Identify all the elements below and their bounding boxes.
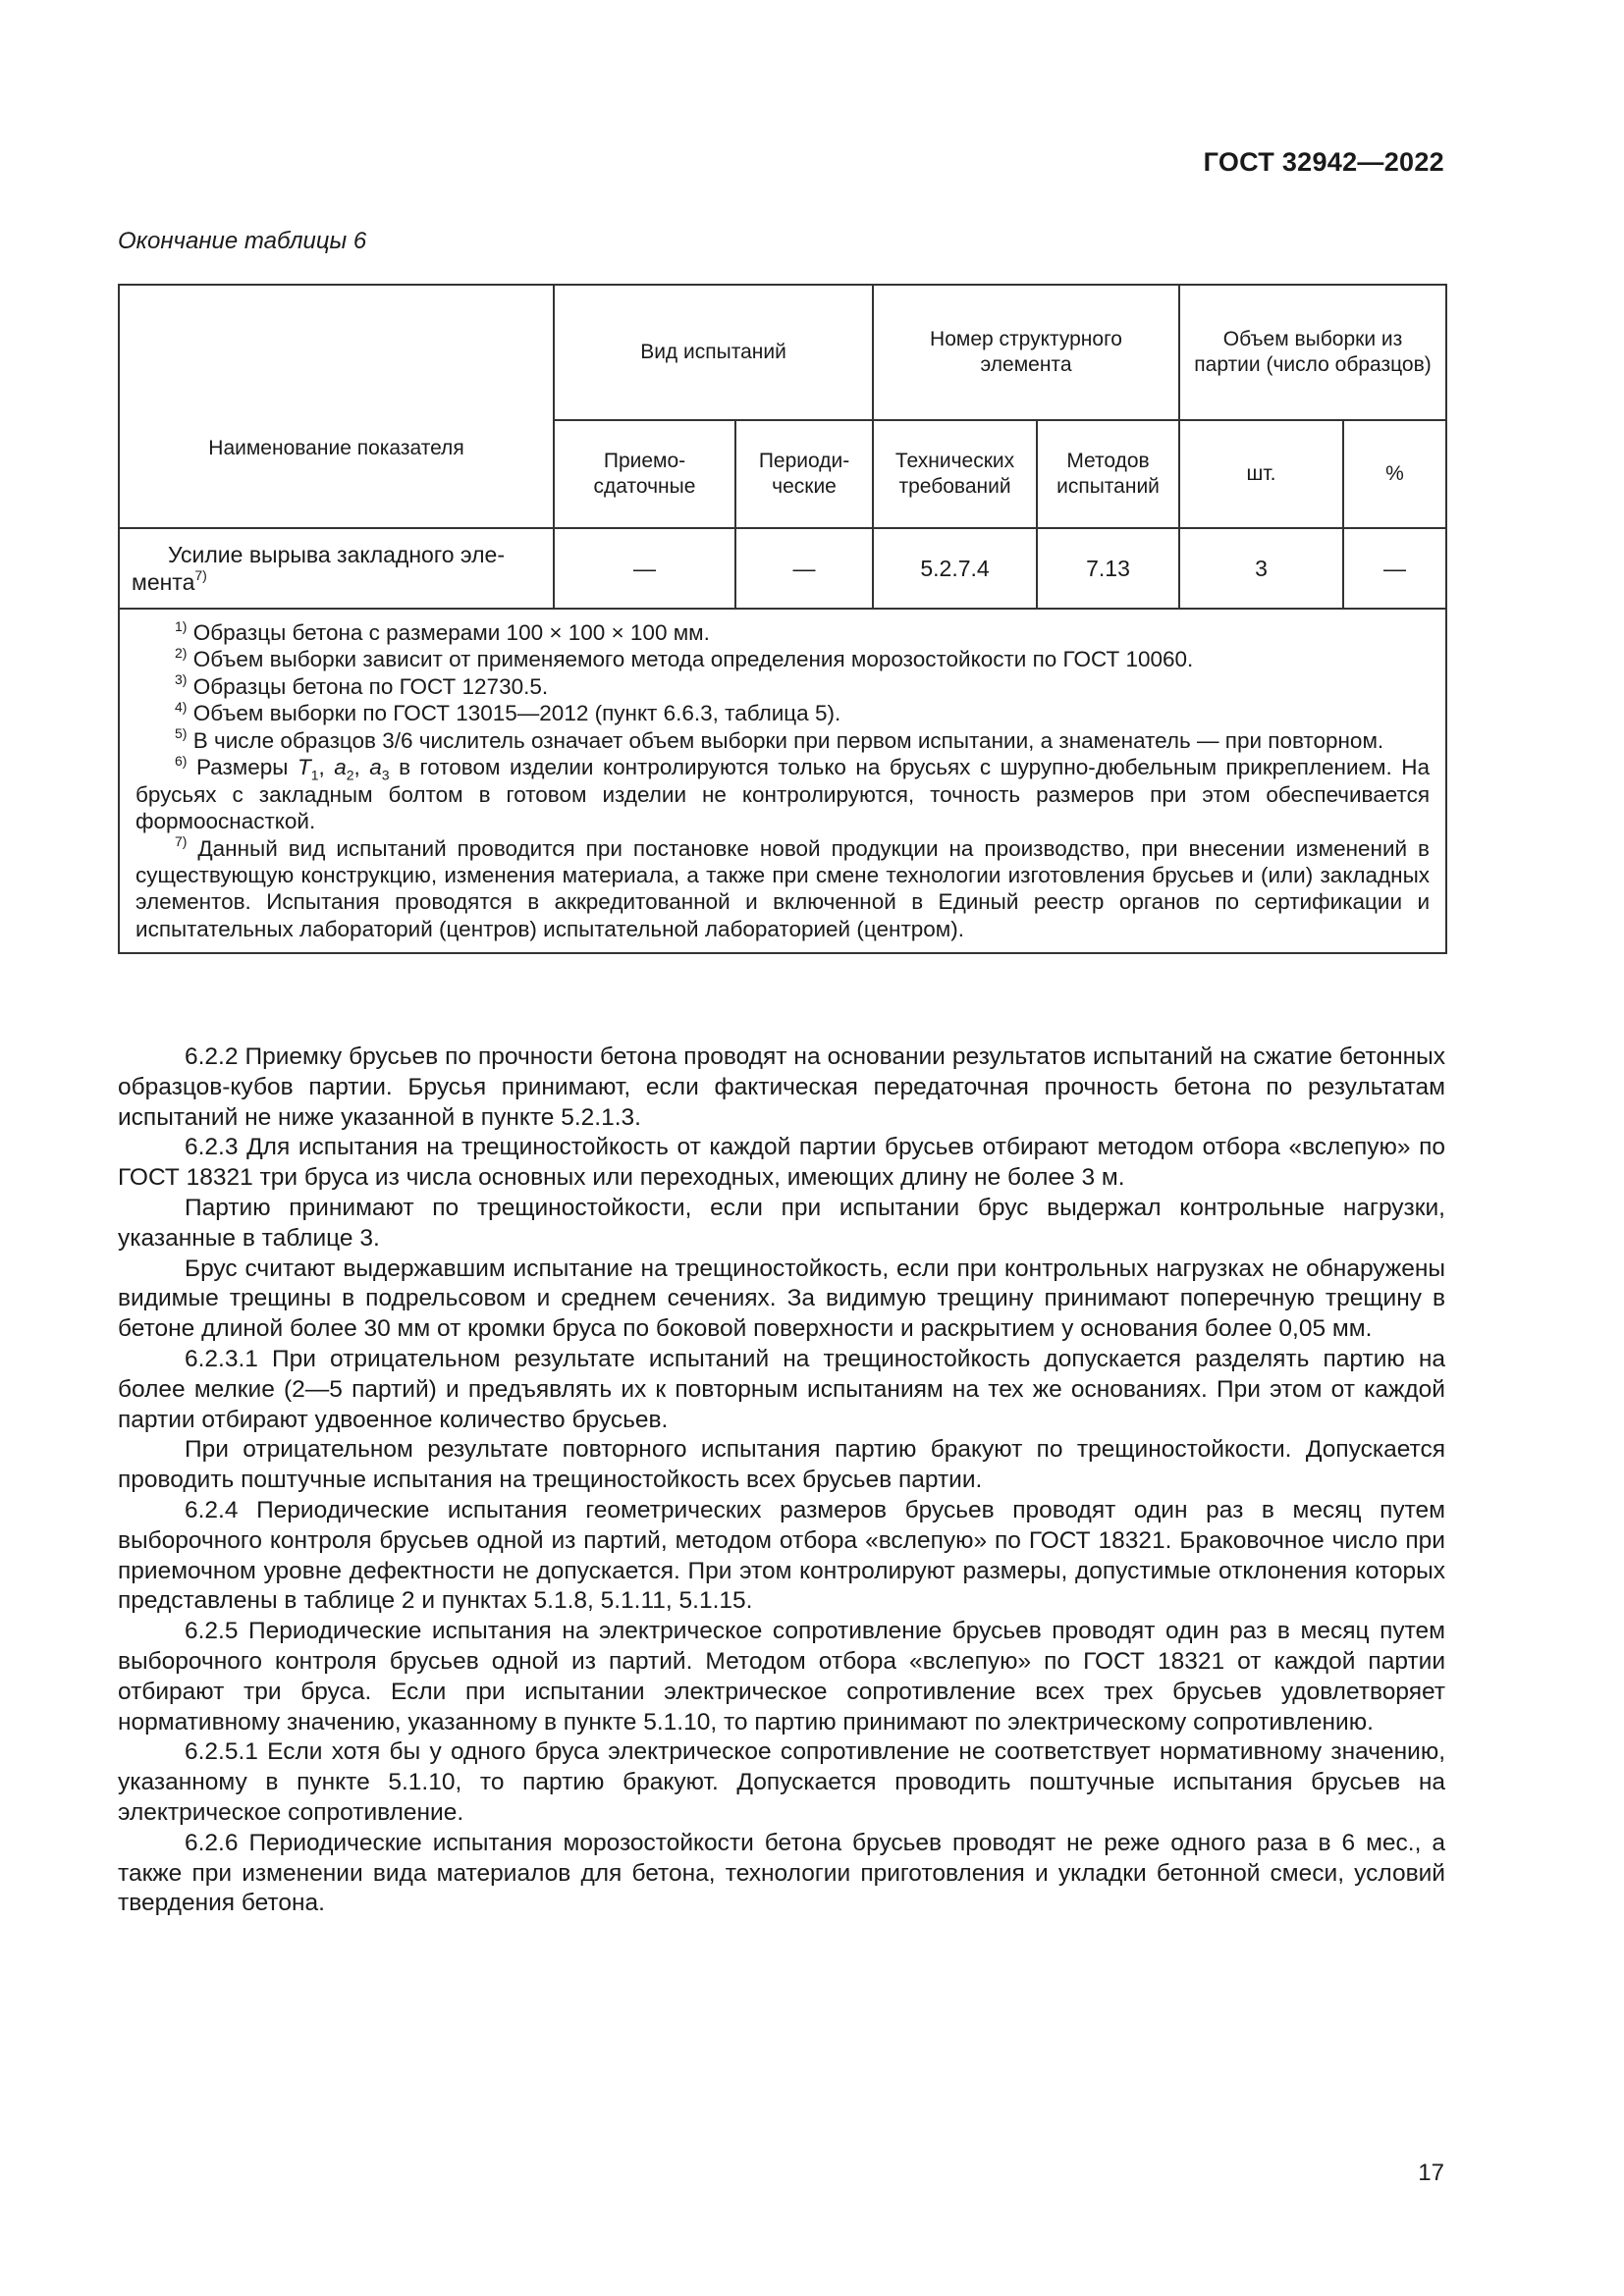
- subheader-periodic: Периоди-ческие: [735, 420, 873, 528]
- row-pieces: 3: [1179, 528, 1343, 609]
- paragraph: Брус считают выдержавшим испытание на трещиностойкость, если при контрольных нагрузках не обнаружены видимые трещины в подрельсовом и среднем сечениях. За видимую трещину принимают поперечную трещину в бетоне длиной более 30 мм от кромки бруса по боковой поверхности и раскрытием у основания более 0,05 мм.: [118, 1255, 1445, 1343]
- row-indicator-name: Усилие вырыва закладного эле-мента$^{7)}$: [119, 528, 554, 609]
- table-row: [119, 528, 1446, 609]
- row-acceptance: —: [554, 528, 735, 609]
- footnote: $^{1)}$ Образцы бетона с размерами 100 × 100 × 100 мм.: [175, 617, 710, 645]
- subheader-percent: %: [1343, 420, 1446, 528]
- table-footnotes: [119, 609, 1446, 953]
- body-text: [118, 1042, 1445, 1919]
- header-indicator-name: Наименование показателя: [119, 285, 554, 528]
- header-structural-element: Номер структурного элемента: [873, 285, 1179, 420]
- footnote: $^{6)}$ Размеры $T_1$, $a_2$, $a_3$ в готовом изделии контролируются только на брусьях с шурупно-дюбельным прикреплением. На брусьях с закладным болтом в готовом изделии не контролируются, точность размеров при этом обеспечивается формооснасткой.: [135, 752, 1431, 834]
- paragraph: 6.2.3 Для испытания на трещиностойкость от каждой партии брусьев отбирают методом отбора «вслепую» по ГОСТ 18321 три бруса из числа основных или переходных, имеющих длину не более 3 м.: [118, 1134, 1445, 1192]
- footnote: $^{2)}$ Объем выборки зависит от применяемого метода определения морозостойкости по ГОСТ 10060.: [175, 644, 1194, 672]
- subheader-test-methods: Методов испытаний: [1037, 420, 1179, 528]
- row-test-methods: 7.13: [1037, 528, 1179, 609]
- header-sample-volume: Объем выборки из партии (число образцов): [1179, 285, 1446, 420]
- header-test-type: Вид испытаний: [554, 285, 873, 420]
- table-6: [118, 284, 1447, 954]
- subheader-tech-requirements: Технических требований: [873, 420, 1037, 528]
- row-tech-requirements: 5.2.7.4: [873, 528, 1037, 609]
- paragraph: 6.2.4 Периодические испытания геометрических размеров брусьев проводят один раз в месяц путем выборочного контроля брусьев одной из партий, методом отбора «вслепую» по ГОСТ 18321. Браковочное число при приемочном уровне дефектности не допускается. При этом контролируют размеры, допустимые отклонения которых представлены в таблице 2 и пунктах 5.1.8, 5.1.11, 5.1.15.: [118, 1496, 1445, 1615]
- paragraph: 6.2.5 Периодические испытания на электрическое сопротивление брусьев проводят один раз в месяц путем выборочного контроля брусьев одной из партий. Методом отбора «вслепую» по ГОСТ 18321 от каждой партии отбирают три бруса. Если при испытании электрическое сопротивление всех трех брусьев удовлетворяет нормативному значению, указанному в пункте 5.1.10, то партию принимают по электрическому сопротивлению.: [118, 1618, 1445, 1735]
- row-percent: —: [1343, 528, 1446, 609]
- paragraph: При отрицательном результате повторного испытания партию бракуют по трещиностойкости. Допускается проводить поштучные испытания на трещиностойкость всех брусьев партии.: [118, 1436, 1445, 1494]
- page-number: 17: [1418, 2160, 1444, 2186]
- footnote: $^{7)}$ Данный вид испытаний проводится при постановке новой продукции на производство, при внесении изменений в существующую конструкцию, изменения материала, а также при смене технологии изготовления брусьев и (или) закладных элементов. Испытания проводятся в аккредитованной и включенной в Единый реестр органов по сертификации и испытательных лабораторий (центров) испытательной лабораторией (центром).: [135, 833, 1431, 941]
- subheader-pieces: шт.: [1179, 420, 1343, 528]
- footnote: $^{3)}$ Образцы бетона по ГОСТ 12730.5.: [175, 671, 549, 699]
- paragraph: 6.2.3.1 При отрицательном результате испытаний на трещиностойкость допускается разделять партию на более мелкие (2—5 партий) и предъявлять их к повторным испытаниям на тех же основаниях. При этом от каждой партии отбирают удвоенное количество брусьев.: [118, 1345, 1445, 1433]
- table-caption: Окончание таблицы 6: [118, 228, 367, 254]
- paragraph: 6.2.2 Приемку брусьев по прочности бетона проводят на основании результатов испытаний на сжатие бетонных образцов-кубов партии. Брусья принимают, если фактическая передаточная прочность бетона по результатам испытаний не ниже указанной в пункте 5.2.1.3.: [118, 1043, 1445, 1131]
- subheader-acceptance: Приемо-сдаточные: [554, 420, 735, 528]
- footnote-ref: 7): [194, 567, 207, 584]
- document-code: ГОСТ 32942—2022: [1203, 147, 1444, 177]
- paragraph: 6.2.5.1 Если хотя бы у одного бруса электрическое сопротивление не соответствует нормативному значению, указанному в пункте 5.1.10, то партию бракуют. Допускается проводить поштучные испытания брусьев на электрическое сопротивление.: [118, 1738, 1445, 1826]
- paragraph: 6.2.6 Периодические испытания морозостойкости бетона брусьев проводят не реже одного раза в 6 мес., а также при изменении вида материалов для бетона, технологии приготовления и укладки бетонной смеси, условий твердения бетона.: [118, 1829, 1445, 1917]
- paragraph: Партию принимают по трещиностойкости, если при испытании брус выдержал контрольные нагрузки, указанные в таблице 3.: [118, 1194, 1445, 1252]
- footnote: $^{5)}$ В числе образцов 3/6 числитель означает объем выборки при первом испытании, а знаменатель — при повторном.: [175, 725, 1384, 753]
- footnote: $^{4)}$ Объем выборки по ГОСТ 13015—2012 (пункт 6.6.3, таблица 5).: [175, 698, 841, 726]
- row-periodic: —: [735, 528, 873, 609]
